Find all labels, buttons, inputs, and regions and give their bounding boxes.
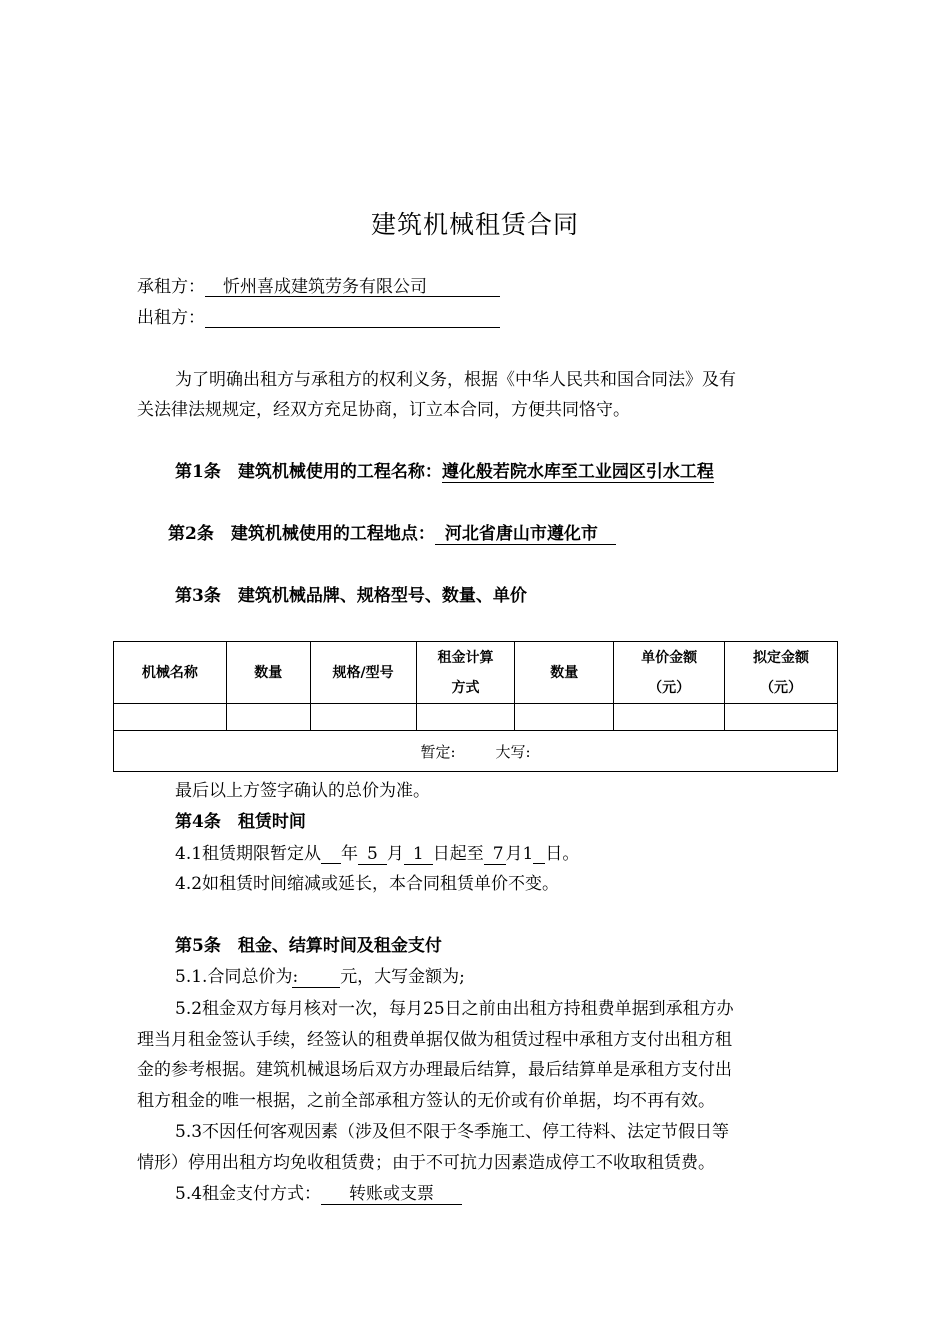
day-to-text: 日起至 — [432, 844, 484, 864]
table-cell — [114, 704, 227, 731]
table-header-row — [114, 642, 838, 704]
lease-period-text: 4.1租赁期限暂定从 — [175, 844, 322, 864]
article-1-value: 遵化般若院水库至工业园区引水工程 — [441, 462, 714, 482]
start-year-field — [321, 843, 341, 864]
footer-capital: 大写: — [495, 742, 531, 761]
total-price-field — [292, 967, 340, 988]
table-footer-cell — [114, 731, 838, 772]
table-cell — [310, 704, 416, 731]
article-2-label: 第2条 建筑机械使用的工程地点： — [168, 524, 435, 544]
header-unit-price — [614, 642, 725, 704]
year-text: 年 — [341, 844, 359, 864]
article-5-2-line-3: 金的参考根据。建筑机械退场后双方办理最后结算，最后结算单是承租方支付出 — [137, 1060, 732, 1080]
article-5-4 — [175, 1183, 462, 1205]
header-estimated-amount-line1: 拟定金额 — [753, 649, 810, 666]
start-month: 5 — [358, 844, 387, 865]
article-2-value: 河北省唐山市遵化市 — [435, 524, 616, 545]
end-day-field — [533, 843, 545, 864]
header-spec-model: 规格/型号 — [310, 642, 416, 704]
lessee-field — [205, 276, 500, 297]
month-text: 月 — [386, 844, 404, 864]
lessee-label: 承租方： — [137, 277, 205, 297]
after-table-note: 最后以上方签字确认的总价为准。 — [175, 781, 430, 801]
article-5-2-line-1: 5.2租金双方每月核对一次，每月25日之前由出租方持租费单据到承租方办 — [175, 999, 734, 1019]
document-title: 建筑机械租赁合同 — [370, 210, 579, 239]
capital-amount-text: 元，大写金额为; — [340, 967, 465, 987]
lessee-value: 忻州喜成建筑劳务有限公司 — [223, 277, 427, 297]
article-3: 第3条 建筑机械品牌、规格型号、数量、单价 — [175, 586, 527, 606]
header-quantity: 数量 — [226, 642, 310, 704]
end-month-day-text: 月1 — [505, 844, 534, 864]
lessor-line — [137, 307, 500, 329]
start-day: 1 — [404, 844, 433, 865]
lessee-line — [137, 276, 500, 298]
end-month: 7 — [484, 844, 506, 865]
total-price-text: 5.1.合同总价为 — [175, 967, 293, 987]
machinery-table — [113, 641, 838, 772]
article-5-2-line-2: 理当月租金签认手续，经签认的租费单据仅做为租赁过程中承租方支付出租方租 — [137, 1030, 732, 1050]
header-unit-price-line2: （元） — [648, 679, 691, 696]
header-estimated-amount — [725, 642, 838, 704]
day-end-text: 日。 — [545, 844, 580, 864]
article-1-label: 第1条 建筑机械使用的工程名称： — [175, 462, 442, 482]
total-price-colon: : — [292, 967, 299, 987]
article-2 — [168, 523, 616, 545]
table-footer-row — [114, 731, 838, 772]
article-5-1 — [175, 966, 465, 988]
header-unit-price-line1: 单价金额 — [641, 649, 698, 666]
header-rent-method-line1: 租金计算 — [437, 649, 494, 666]
article-5-3-line-1: 5.3不因任何客观因素（涉及但不限于冬季施工、停工待料、法定节假日等 — [175, 1122, 730, 1142]
article-5-3-line-2: 情形）停用出租方均免收租赁费；由于不可抗力因素造成停工不收取租赁费。 — [137, 1153, 715, 1173]
intro-line-1: 为了明确出租方与承租方的权利义务，根据《中华人民共和国合同法》及有 — [175, 370, 736, 390]
article-1 — [175, 461, 714, 483]
table-cell — [725, 704, 838, 731]
header-rent-method-line2: 方式 — [451, 679, 480, 696]
header-rent-method — [416, 642, 515, 704]
table-cell — [416, 704, 515, 731]
table-cell — [226, 704, 310, 731]
payment-method-value: 转账或支票 — [321, 1184, 462, 1205]
article-4: 第4条 租赁时间 — [175, 812, 306, 832]
article-4-2: 4.2如租赁时间缩减或延长，本合同租赁单价不变。 — [175, 874, 560, 894]
table-row — [114, 704, 838, 731]
lessor-field — [205, 307, 500, 328]
article-4-1 — [175, 843, 579, 865]
lessor-label: 出租方： — [137, 308, 205, 328]
table-cell — [515, 704, 614, 731]
header-quantity-2: 数量 — [515, 642, 614, 704]
footer-provisional: 暂定: — [420, 742, 456, 761]
table-cell — [614, 704, 725, 731]
payment-method-label: 5.4租金支付方式： — [175, 1184, 322, 1204]
header-machine-name: 机械名称 — [114, 642, 227, 704]
article-5: 第5条 租金、结算时间及租金支付 — [175, 936, 442, 956]
header-estimated-amount-line2: （元） — [760, 679, 803, 696]
intro-line-2: 关法律法规规定，经双方充足协商，订立本合同，方便共同恪守。 — [137, 400, 630, 420]
article-5-2-line-4: 租方租金的唯一根据，之前全部承租方签认的无价或有价单据，均不再有效。 — [137, 1091, 715, 1111]
